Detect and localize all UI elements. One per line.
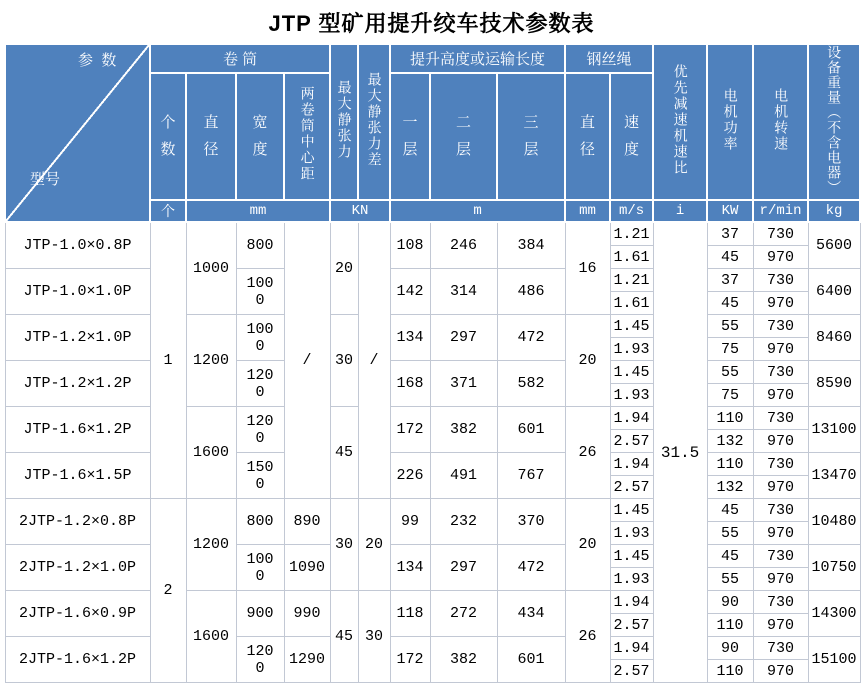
- cell-motor-rpm: 970: [753, 338, 808, 361]
- header-drum-diameter: 直径: [186, 73, 236, 200]
- cell-center-distance: 990: [284, 591, 330, 637]
- cell-rope-diameter: 20: [565, 315, 610, 407]
- cell-layer2: 246: [430, 222, 497, 269]
- cell-motor-rpm: 970: [753, 246, 808, 269]
- cell-rope-diameter: 16: [565, 222, 610, 315]
- cell-drum-diameter: 1600: [186, 591, 236, 683]
- cell-motor-power: 75: [707, 338, 753, 361]
- cell-motor-power: 110: [707, 453, 753, 476]
- cell-layer1: 226: [390, 453, 430, 499]
- table-row: [5, 453, 860, 476]
- cell-motor-rpm: 730: [753, 315, 808, 338]
- cell-speed: 1.61: [610, 246, 653, 269]
- cell-layer2: 232: [430, 499, 497, 545]
- cell-tension-diff: 20: [358, 499, 390, 591]
- cell-weight: 10750: [808, 545, 860, 591]
- cell-model: 2JTP-1.2×0.8P: [5, 499, 150, 545]
- cell-drum-count: 1: [150, 222, 186, 499]
- cell-layer3: 472: [497, 315, 565, 361]
- header-layer3: 三层: [497, 73, 565, 200]
- cell-layer3: 601: [497, 637, 565, 683]
- cell-weight: 15100: [808, 637, 860, 683]
- cell-model: JTP-1.2×1.2P: [5, 361, 150, 407]
- cell-speed: 1.94: [610, 591, 653, 614]
- header-motor-rpm: 电机转速: [753, 44, 808, 200]
- cell-motor-rpm: 730: [753, 222, 808, 246]
- cell-speed: 1.94: [610, 453, 653, 476]
- cell-motor-power: 55: [707, 568, 753, 591]
- cell-model: JTP-1.0×1.0P: [5, 269, 150, 315]
- cell-drum-width: 800: [236, 499, 284, 545]
- header-equipment-weight: 设备重量（不含电器）: [808, 44, 860, 200]
- cell-speed: 1.94: [610, 637, 653, 660]
- header-row-groups: [5, 44, 860, 73]
- cell-model: 2JTP-1.6×1.2P: [5, 637, 150, 683]
- cell-speed: 2.57: [610, 476, 653, 499]
- unit-ratio-i: i: [653, 200, 707, 222]
- cell-weight: 13470: [808, 453, 860, 499]
- cell-max-tension: 30: [330, 315, 358, 407]
- cell-layer3: 472: [497, 545, 565, 591]
- header-group-lift-height: 提升高度或运输长度: [390, 44, 565, 73]
- cell-motor-power: 55: [707, 315, 753, 338]
- cell-speed: 1.45: [610, 499, 653, 522]
- cell-model: JTP-1.6×1.2P: [5, 407, 150, 453]
- cell-layer3: 767: [497, 453, 565, 499]
- cell-layer3: 384: [497, 222, 565, 269]
- cell-motor-rpm: 730: [753, 269, 808, 292]
- header-corner-cell: [5, 44, 150, 222]
- unit-count: 个: [150, 200, 186, 222]
- cell-drum-width: 1200: [236, 361, 284, 407]
- cell-motor-power: 110: [707, 614, 753, 637]
- header-drum-width: 宽度: [236, 73, 284, 200]
- cell-max-tension: 45: [330, 407, 358, 499]
- table-row: [5, 545, 860, 568]
- cell-motor-power: 55: [707, 522, 753, 545]
- cell-max-tension: 20: [330, 222, 358, 315]
- cell-drum-width: 1000: [236, 315, 284, 361]
- unit-tension-kn: KN: [330, 200, 390, 222]
- cell-motor-power: 90: [707, 637, 753, 660]
- table-row: [5, 499, 860, 522]
- header-drum-count: 个数: [150, 73, 186, 200]
- cell-drum-diameter: 1200: [186, 315, 236, 407]
- cell-motor-rpm: 730: [753, 591, 808, 614]
- unit-rpm: r/min: [753, 200, 808, 222]
- corner-model-label: 型号: [30, 171, 61, 188]
- cell-weight: 13100: [808, 407, 860, 453]
- header-layer1: 一层: [390, 73, 430, 200]
- cell-tension-diff: /: [358, 222, 390, 499]
- cell-motor-rpm: 970: [753, 614, 808, 637]
- cell-motor-power: 45: [707, 292, 753, 315]
- cell-motor-power: 90: [707, 591, 753, 614]
- cell-center-distance: 890: [284, 499, 330, 545]
- header-group-wire-rope: 钢丝绳: [565, 44, 653, 73]
- table-row: [5, 315, 860, 338]
- cell-layer1: 172: [390, 407, 430, 453]
- header-reducer-ratio: 优先减速机速比: [653, 44, 707, 200]
- cell-motor-rpm: 730: [753, 407, 808, 430]
- cell-weight: 5600: [808, 222, 860, 269]
- cell-speed: 1.93: [610, 384, 653, 407]
- header-max-static-tension: 最大静张力: [330, 44, 358, 200]
- cell-model: JTP-1.0×0.8P: [5, 222, 150, 269]
- cell-layer3: 601: [497, 407, 565, 453]
- cell-layer2: 297: [430, 545, 497, 591]
- page-title: JTP 型矿用提升绞车技术参数表: [268, 11, 595, 36]
- cell-weight: 8460: [808, 315, 860, 361]
- cell-max-tension: 30: [330, 499, 358, 591]
- cell-drum-count: 2: [150, 499, 186, 683]
- cell-layer2: 297: [430, 315, 497, 361]
- cell-speed: 1.45: [610, 361, 653, 384]
- cell-weight: 8590: [808, 361, 860, 407]
- cell-motor-rpm: 970: [753, 430, 808, 453]
- cell-layer3: 582: [497, 361, 565, 407]
- unit-power-kw: KW: [707, 200, 753, 222]
- cell-speed: 1.93: [610, 568, 653, 591]
- cell-speed: 2.57: [610, 430, 653, 453]
- cell-layer2: 491: [430, 453, 497, 499]
- header-center-distance: 两卷筒中心距: [284, 73, 330, 200]
- cell-model: 2JTP-1.2×1.0P: [5, 545, 150, 591]
- cell-layer3: 370: [497, 499, 565, 545]
- cell-drum-width: 1200: [236, 637, 284, 683]
- header-max-static-tension-diff: 最大静张力差: [358, 44, 390, 200]
- cell-layer1: 172: [390, 637, 430, 683]
- cell-center-distance: /: [284, 222, 330, 499]
- cell-drum-diameter: 1000: [186, 222, 236, 315]
- unit-speed-ms: m/s: [610, 200, 653, 222]
- cell-motor-rpm: 970: [753, 660, 808, 683]
- cell-drum-width: 1500: [236, 453, 284, 499]
- cell-motor-rpm: 730: [753, 499, 808, 522]
- cell-layer2: 272: [430, 591, 497, 637]
- cell-layer3: 434: [497, 591, 565, 637]
- cell-motor-power: 45: [707, 246, 753, 269]
- cell-speed: 1.21: [610, 269, 653, 292]
- cell-drum-width: 900: [236, 591, 284, 637]
- cell-layer2: 371: [430, 361, 497, 407]
- cell-layer1: 108: [390, 222, 430, 269]
- unit-drum-mm: mm: [186, 200, 330, 222]
- cell-drum-width: 800: [236, 222, 284, 269]
- cell-motor-rpm: 970: [753, 568, 808, 591]
- cell-rope-diameter: 26: [565, 591, 610, 683]
- cell-rope-diameter: 20: [565, 499, 610, 591]
- cell-model: 2JTP-1.6×0.9P: [5, 591, 150, 637]
- table-row: [5, 407, 860, 430]
- cell-rope-diameter: 26: [565, 407, 610, 499]
- cell-drum-width: 1000: [236, 269, 284, 315]
- cell-layer1: 99: [390, 499, 430, 545]
- cell-motor-power: 55: [707, 361, 753, 384]
- cell-model: JTP-1.2×1.0P: [5, 315, 150, 361]
- header-rope-speed: 速度: [610, 73, 653, 200]
- cell-layer3: 486: [497, 269, 565, 315]
- cell-speed: 1.94: [610, 407, 653, 430]
- header-rope-diameter: 直径: [565, 73, 610, 200]
- cell-layer2: 314: [430, 269, 497, 315]
- cell-tension-diff: 30: [358, 591, 390, 683]
- cell-motor-rpm: 970: [753, 292, 808, 315]
- cell-motor-rpm: 730: [753, 545, 808, 568]
- header-group-drum: 卷 筒: [150, 44, 330, 73]
- unit-length-m: m: [390, 200, 565, 222]
- cell-speed: 2.57: [610, 660, 653, 683]
- cell-weight: 14300: [808, 591, 860, 637]
- table-row: [5, 637, 860, 660]
- cell-max-tension: 45: [330, 591, 358, 683]
- cell-motor-rpm: 970: [753, 522, 808, 545]
- cell-speed: 1.45: [610, 545, 653, 568]
- cell-speed: 1.61: [610, 292, 653, 315]
- corner-param-label: 参 数: [78, 52, 117, 69]
- cell-motor-rpm: 730: [753, 453, 808, 476]
- cell-speed: 1.93: [610, 522, 653, 545]
- cell-motor-power: 45: [707, 545, 753, 568]
- cell-model: JTP-1.6×1.5P: [5, 453, 150, 499]
- cell-drum-width: 1000: [236, 545, 284, 591]
- cell-drum-width: 1200: [236, 407, 284, 453]
- cell-layer2: 382: [430, 407, 497, 453]
- cell-motor-rpm: 730: [753, 637, 808, 660]
- cell-motor-power: 45: [707, 499, 753, 522]
- cell-layer1: 134: [390, 545, 430, 591]
- parameters-table: [4, 43, 861, 683]
- cell-motor-rpm: 970: [753, 384, 808, 407]
- cell-motor-rpm: 970: [753, 476, 808, 499]
- table-row: [5, 222, 860, 246]
- cell-motor-power: 75: [707, 384, 753, 407]
- header-motor-power: 电机功率: [707, 44, 753, 200]
- cell-weight: 6400: [808, 269, 860, 315]
- cell-layer1: 168: [390, 361, 430, 407]
- unit-weight-kg: kg: [808, 200, 860, 222]
- cell-reducer-ratio: 31.5: [653, 222, 707, 683]
- cell-motor-power: 110: [707, 660, 753, 683]
- cell-motor-power: 132: [707, 476, 753, 499]
- cell-drum-diameter: 1600: [186, 407, 236, 499]
- cell-speed: 1.45: [610, 315, 653, 338]
- cell-center-distance: 1090: [284, 545, 330, 591]
- cell-weight: 10480: [808, 499, 860, 545]
- cell-layer1: 142: [390, 269, 430, 315]
- cell-layer1: 134: [390, 315, 430, 361]
- cell-speed: 2.57: [610, 614, 653, 637]
- cell-motor-power: 37: [707, 222, 753, 246]
- cell-drum-diameter: 1200: [186, 499, 236, 591]
- cell-motor-power: 132: [707, 430, 753, 453]
- table-row: [5, 361, 860, 384]
- unit-rope-mm: mm: [565, 200, 610, 222]
- cell-motor-power: 110: [707, 407, 753, 430]
- cell-center-distance: 1290: [284, 637, 330, 683]
- cell-layer1: 118: [390, 591, 430, 637]
- cell-speed: 1.93: [610, 338, 653, 361]
- header-layer2: 二层: [430, 73, 497, 200]
- table-row: [5, 591, 860, 614]
- table-row: [5, 269, 860, 292]
- cell-layer2: 382: [430, 637, 497, 683]
- cell-speed: 1.21: [610, 222, 653, 246]
- cell-motor-power: 37: [707, 269, 753, 292]
- cell-motor-rpm: 730: [753, 361, 808, 384]
